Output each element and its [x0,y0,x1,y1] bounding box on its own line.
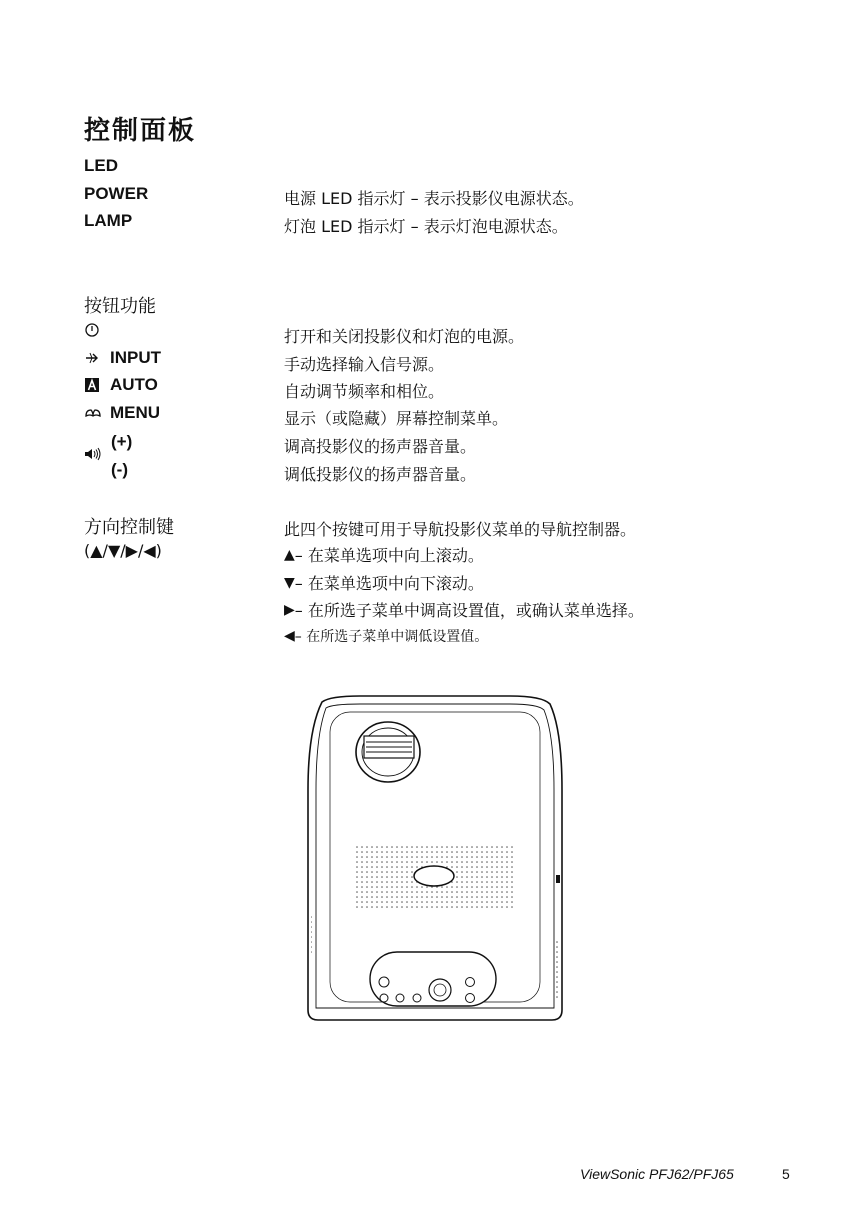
lamp-label: LAMP [84,211,133,230]
volume-down-desc: 调低投影仪的扬声器音量。 [284,465,477,484]
volume-icon [84,446,104,465]
menu-desc: 显示（或隐藏）屏幕控制菜单。 [284,409,509,428]
right-arrow-icon: ▶ [284,601,295,618]
button-functions-heading: 按钮功能 [84,296,156,317]
up-arrow-desc: – 在菜单选项中向上滚动。 [294,546,484,565]
power-button-desc: 打开和关闭投影仪和灯泡的电源。 [284,327,525,346]
left-arrow-icon: ◀ [284,628,295,644]
footer-model: ViewSonic PFJ62/PFJ65 [580,1166,734,1182]
volume-up-desc: 调高投影仪的扬声器音量。 [284,437,477,456]
volume-down-label: (-) [111,460,128,479]
input-desc: 手动选择输入信号源。 [284,355,445,374]
direction-keys-heading: 方向控制键 [84,517,174,538]
up-arrow-icon: ▲ [284,546,295,563]
page-number: 5 [782,1166,790,1182]
page-title: 控制面板 [84,116,197,146]
power-icon [84,322,100,338]
lamp-desc: 灯泡 LED 指示灯 – 表示灯泡电源状态。 [284,217,568,236]
down-arrow-desc: – 在菜单选项中向下滚动。 [294,574,484,593]
input-icon [84,350,100,366]
auto-icon [84,377,100,393]
menu-icon [84,405,100,421]
power-label: POWER [84,184,149,203]
direction-keys-intro: 此四个按键可用于导航投影仪菜单的导航控制器。 [284,520,637,539]
left-arrow-desc: – 在所选子菜单中调低设置值。 [294,629,489,645]
menu-label: MENU [110,403,161,422]
auto-label: AUTO [110,375,158,394]
projector-illustration [300,690,570,1034]
auto-desc: 自动调节频率和相位。 [284,382,445,401]
power-desc: 电源 LED 指示灯 – 表示投影仪电源状态。 [284,189,584,208]
direction-keys-subheading: (▲/▼/▶/◀) [84,541,162,560]
led-heading: LED [84,156,118,175]
input-label: INPUT [110,348,161,367]
volume-up-label: (+) [111,432,133,451]
down-arrow-icon: ▼ [284,574,295,591]
right-arrow-desc: – 在所选子菜单中调高设置值，或确认菜单选择。 [294,601,644,620]
